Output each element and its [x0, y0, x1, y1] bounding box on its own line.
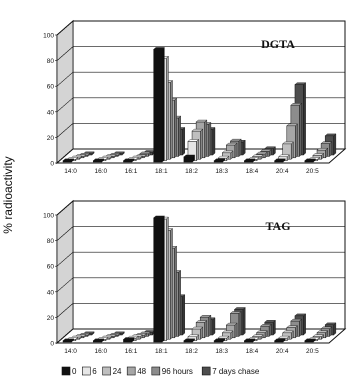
bar-top	[257, 331, 268, 333]
x-tick-label: 18:4	[245, 168, 259, 175]
bar-top	[214, 339, 225, 341]
bar-top	[305, 159, 316, 161]
legend-swatch	[127, 367, 135, 375]
panel-dgta	[43, 21, 345, 175]
x-tick-label: 20:4	[275, 348, 289, 355]
legend-swatch	[82, 367, 90, 375]
bar-side	[213, 128, 215, 156]
legend-label: 7 days chase	[212, 367, 260, 376]
y-tick-label: 0	[50, 160, 54, 168]
bar-top	[63, 339, 74, 341]
bar-top	[154, 216, 165, 218]
bar-top	[154, 47, 165, 49]
bar-side	[235, 143, 237, 158]
bar-top	[226, 143, 237, 145]
bar-top	[222, 151, 233, 153]
x-tick-label: 14:0	[64, 348, 77, 355]
bar-side	[243, 308, 245, 336]
y-tick-label: 40	[46, 289, 54, 297]
bar-top	[188, 140, 199, 142]
bar-top	[275, 339, 286, 341]
legend-swatch	[202, 367, 210, 375]
bar-top	[313, 335, 324, 337]
y-tick-label: 80	[46, 58, 54, 66]
legend-label: 24	[112, 367, 122, 376]
legend-label: 96 hours	[161, 367, 193, 376]
bar-top	[196, 120, 207, 122]
bar-side	[334, 134, 336, 155]
bar-top	[140, 152, 151, 154]
bar-top	[283, 142, 294, 144]
legend-swatch	[152, 367, 160, 375]
x-tick-label: 14:0	[64, 168, 77, 175]
bar-side	[243, 140, 245, 155]
bar-side	[273, 320, 275, 335]
bar-top	[313, 153, 324, 155]
bar-top	[287, 124, 298, 126]
bar-top	[123, 338, 134, 340]
y-tick-label: 100	[43, 212, 54, 220]
bar	[184, 157, 193, 162]
bar-side	[166, 56, 168, 160]
bar-top	[63, 159, 74, 161]
bar-top	[188, 335, 199, 337]
bar-side	[170, 229, 172, 340]
panel-title: DGTA	[261, 37, 295, 51]
bar-top	[244, 339, 255, 341]
panel-title: TAG	[265, 219, 291, 233]
bar-side	[299, 103, 301, 156]
bar	[154, 218, 163, 342]
bar-side	[209, 123, 211, 157]
bar-top	[317, 331, 328, 333]
y-tick-label: 60	[46, 83, 54, 91]
bar-top	[325, 134, 336, 136]
y-tick-label: 100	[43, 32, 54, 40]
legend-label: 48	[137, 367, 147, 376]
bar-top	[230, 139, 241, 141]
bar-top	[279, 155, 290, 157]
bar-side	[213, 318, 215, 335]
bar-top	[230, 311, 241, 313]
bar-top	[261, 324, 272, 326]
panel-tag	[43, 201, 345, 355]
bar-side	[299, 319, 301, 336]
bar-top	[305, 339, 316, 341]
bar-side	[174, 98, 176, 158]
legend	[62, 367, 260, 376]
bar-top	[123, 159, 134, 161]
bar-top	[291, 103, 302, 105]
bar-side	[170, 81, 172, 160]
x-tick-label: 18:2	[185, 348, 198, 355]
bar-top	[261, 149, 272, 151]
legend-label: 6	[92, 367, 97, 376]
x-tick-label: 18:2	[185, 168, 198, 175]
bar-side	[330, 142, 332, 157]
bar-top	[321, 327, 332, 329]
x-tick-label: 18:1	[154, 168, 168, 175]
bar	[154, 49, 163, 162]
bar-side	[205, 321, 207, 338]
x-tick-label: 20:5	[306, 348, 319, 355]
bar-side	[178, 116, 180, 156]
bar-side	[183, 128, 185, 156]
bar-top	[93, 159, 104, 161]
back-wall	[73, 201, 345, 329]
bar-side	[183, 295, 185, 335]
x-tick-label: 18:4	[245, 348, 259, 355]
bar-top	[265, 320, 276, 322]
bar-top	[184, 339, 195, 341]
bar-top	[192, 129, 203, 131]
bar-side	[239, 139, 241, 156]
bar-side	[201, 129, 203, 159]
bar-side	[174, 246, 176, 337]
bar-side	[303, 314, 305, 335]
bar	[123, 339, 132, 342]
bar-top	[218, 336, 229, 338]
bar-top	[218, 156, 229, 158]
bar-top	[265, 147, 276, 149]
bar-side	[166, 217, 168, 341]
x-tick-label: 18:3	[215, 348, 229, 355]
bar-top	[317, 148, 328, 150]
y-tick-label: 60	[46, 263, 54, 271]
bar-side	[239, 311, 241, 336]
bar-top	[184, 155, 195, 157]
bar-top	[93, 339, 104, 341]
y-axis-label: % radioactivity	[1, 156, 15, 234]
y-tick-label: 80	[46, 238, 54, 246]
bar-side	[303, 83, 305, 155]
bar-side	[162, 216, 164, 342]
bar-side	[178, 271, 180, 337]
x-tick-label: 18:3	[215, 168, 229, 175]
y-tick-label: 0	[50, 340, 54, 348]
bar-side	[209, 315, 211, 336]
bar-top	[321, 142, 332, 144]
bar-top	[244, 159, 255, 161]
bar-top	[257, 152, 268, 154]
bar-top	[275, 159, 286, 161]
bar-top	[325, 323, 336, 325]
x-tick-label: 20:5	[306, 168, 319, 175]
x-tick-label: 20:4	[275, 168, 289, 175]
bar-top	[235, 308, 246, 310]
bar-side	[235, 323, 237, 338]
bar-top	[295, 314, 306, 316]
bar-top	[279, 336, 290, 338]
bar-top	[283, 331, 294, 333]
x-tick-label: 18:1	[154, 348, 168, 355]
bar-top	[192, 327, 203, 329]
bar-side	[162, 47, 164, 162]
bar-side	[295, 124, 297, 158]
x-tick-label: 16:0	[94, 348, 108, 355]
x-tick-label: 16:1	[124, 168, 138, 175]
legend-swatch	[103, 367, 111, 375]
y-tick-label: 20	[46, 134, 54, 142]
bar-top	[252, 155, 263, 157]
bar-top	[200, 315, 211, 317]
bar-top	[295, 83, 306, 85]
bar-top	[214, 159, 225, 161]
y-tick-label: 40	[46, 109, 54, 117]
bar-top	[287, 326, 298, 328]
bar-top	[196, 321, 207, 323]
bar-top	[222, 331, 233, 333]
legend-label: 0	[72, 367, 77, 376]
x-tick-label: 16:0	[94, 168, 108, 175]
bar-top	[291, 319, 302, 321]
legend-swatch	[62, 367, 70, 375]
x-tick-label: 16:1	[124, 348, 138, 355]
bar-top	[252, 335, 263, 337]
bar-side	[196, 140, 198, 161]
bar-side	[291, 142, 293, 159]
bar-side	[205, 120, 207, 158]
bar-top	[226, 323, 237, 325]
y-tick-label: 20	[46, 314, 54, 322]
